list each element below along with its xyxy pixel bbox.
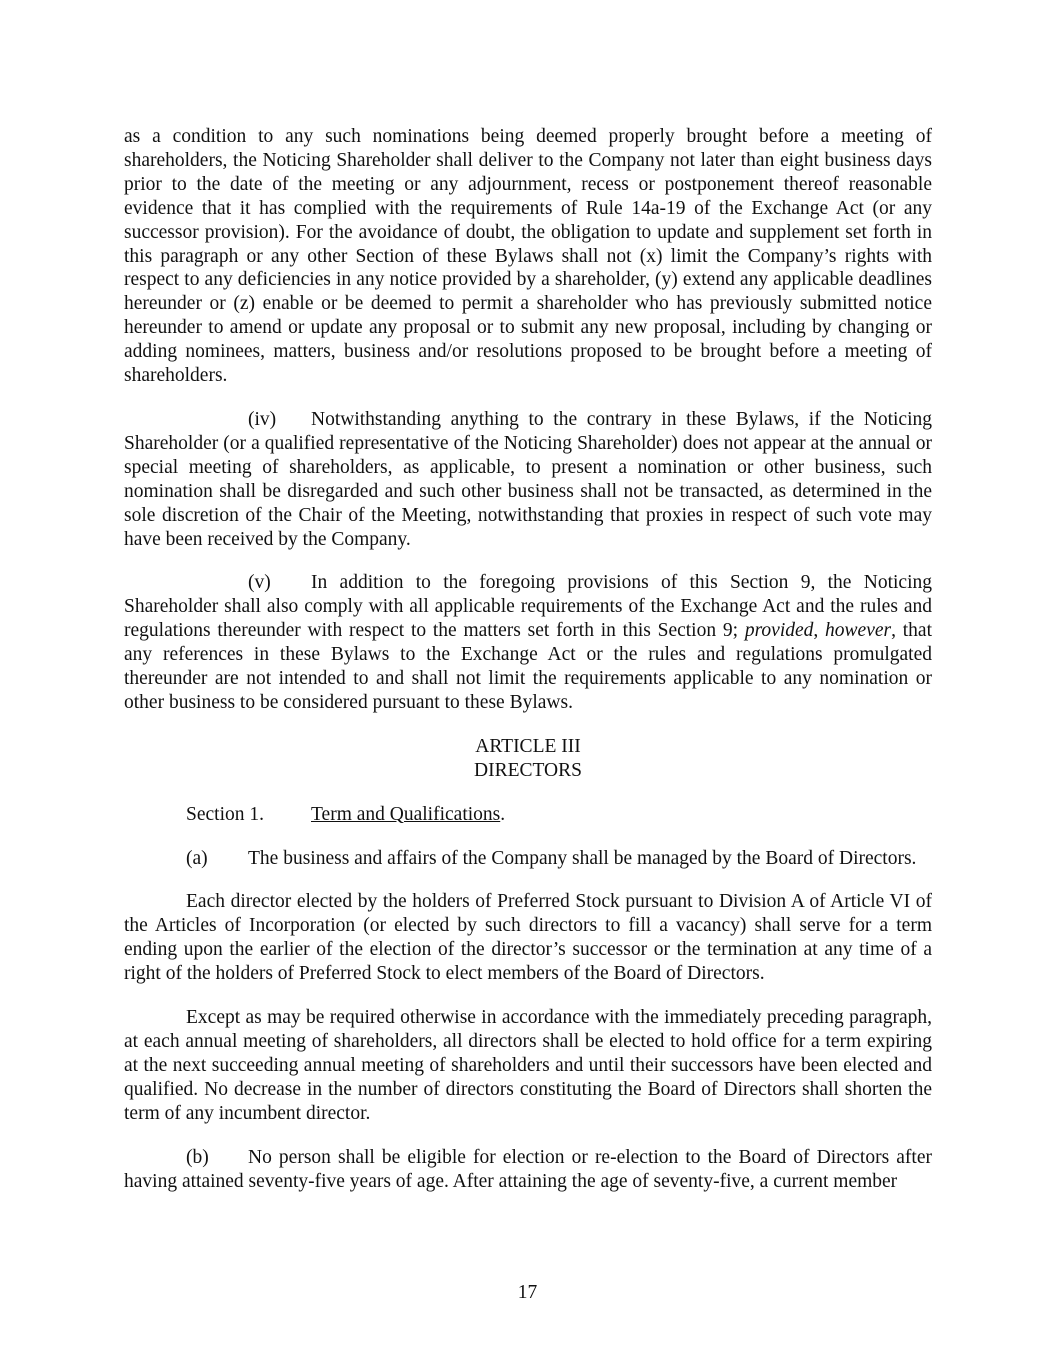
clause-v — [124, 571, 932, 714]
clause-a — [124, 847, 932, 871]
section-title: Term and Qualifications — [311, 803, 501, 825]
clause-v-label: (v) — [248, 572, 271, 594]
section-period: . — [500, 803, 506, 825]
clause-a-text: The business and affairs of the Company shall be managed by the Board of Directors. — [248, 847, 917, 869]
article-number: ARTICLE III — [475, 735, 581, 757]
clause-b-label: (b) — [186, 1146, 209, 1168]
clause-v-text-2: , that any references in these Bylaws to the Exchange Act or the rules and regulations promulgated thereunder are not intended to and shall not limit the requirements applicable to any nomination or other business to be considered pursuant to these Bylaws. — [124, 620, 932, 713]
clause-b — [124, 1146, 932, 1194]
clause-b-text: No person shall be eligible for election or re-election to the Board of Directors after having attained seventy-five years of age. After attaining the age of seventy-five, a current member — [124, 1146, 932, 1192]
article-title: DIRECTORS — [474, 759, 582, 781]
preferred-stock-paragraph: Each director elected by the holders of Preferred Stock pursuant to Division A of Article VI of the Articles of Incorporation (or elected by such directors to fill a vacancy) shall serve for a term ending upon the earlier of the election of the director’s successor or the termination at any time of a right of the holders of Preferred Stock to elect members of the Board of Directors. — [124, 891, 932, 985]
page-number: 17 — [517, 1282, 538, 1303]
clause-v-text-1: In addition to the foregoing provisions of this Section 9, the Noticing Shareholder shall also comply with all applicable requirements of the Exchange Act and the rules and regulations thereunder with respect to the matters set forth in this Section 9; — [124, 572, 932, 642]
annual-meeting-paragraph: Except as may be required otherwise in accordance with the immediately preceding paragraph, at each annual meeting of shareholders, all directors shall be elected to hold office for a term expiring at the next succeeding annual meeting of shareholders and until their successors have been elected and qualified. No decrease in the number of directors constituting the Board of Directors shall shorten the term of any incumbent director. — [124, 1007, 932, 1124]
section-heading — [124, 803, 932, 827]
continued-paragraph: as a condition to any such nominations being deemed properly brought before a meeting of shareholders, the Noticing Shareholder shall deliver to the Company not later than eight business days prior to the date of the meeting or any adjournment, recess or postponement thereof reasonable evidence that it has complied with the requirements of Rule 14a-19 of the Exchange Act (or any successor provision). For the avoidance of doubt, the obligation to update and supplement set forth in this paragraph or any other Section of these Bylaws shall not (x) limit the Company’s rights with respect to any deficiencies in any notice provided by a shareholder, (y) extend any applicable deadlines hereunder or (z) enable or be deemed to permit a shareholder who has previously submitted notice hereunder to amend or update any proposal or to submit any new proposal, including by changing or adding nominees, matters, business and/or resolutions proposed to be brought before a meeting of shareholders. — [124, 126, 932, 387]
clause-a-label: (a) — [186, 847, 208, 869]
clause-iv-label: (iv) — [248, 408, 277, 430]
section-label: Section 1. — [186, 803, 264, 825]
document-page — [124, 125, 932, 1193]
clause-v-provided: provided — [744, 620, 814, 642]
clause-v-comma: , — [813, 620, 826, 642]
clause-iv-text: Notwithstanding anything to the contrary in these Bylaws, if the Noticing Shareholder (or a qualified representative of the Noticing Shareholder) does not appear at the annual or special meeting of shareholders, as applicable, to present a nomination or other business, such nomination shall be disregarded and such other business shall not be transacted, as determined in the sole discretion of the Chair of the Meeting, notwithstanding that proxies in respect of such vote may have been received by the Company. — [124, 408, 932, 550]
clause-iv — [124, 408, 932, 551]
clause-v-however: however — [825, 620, 892, 642]
